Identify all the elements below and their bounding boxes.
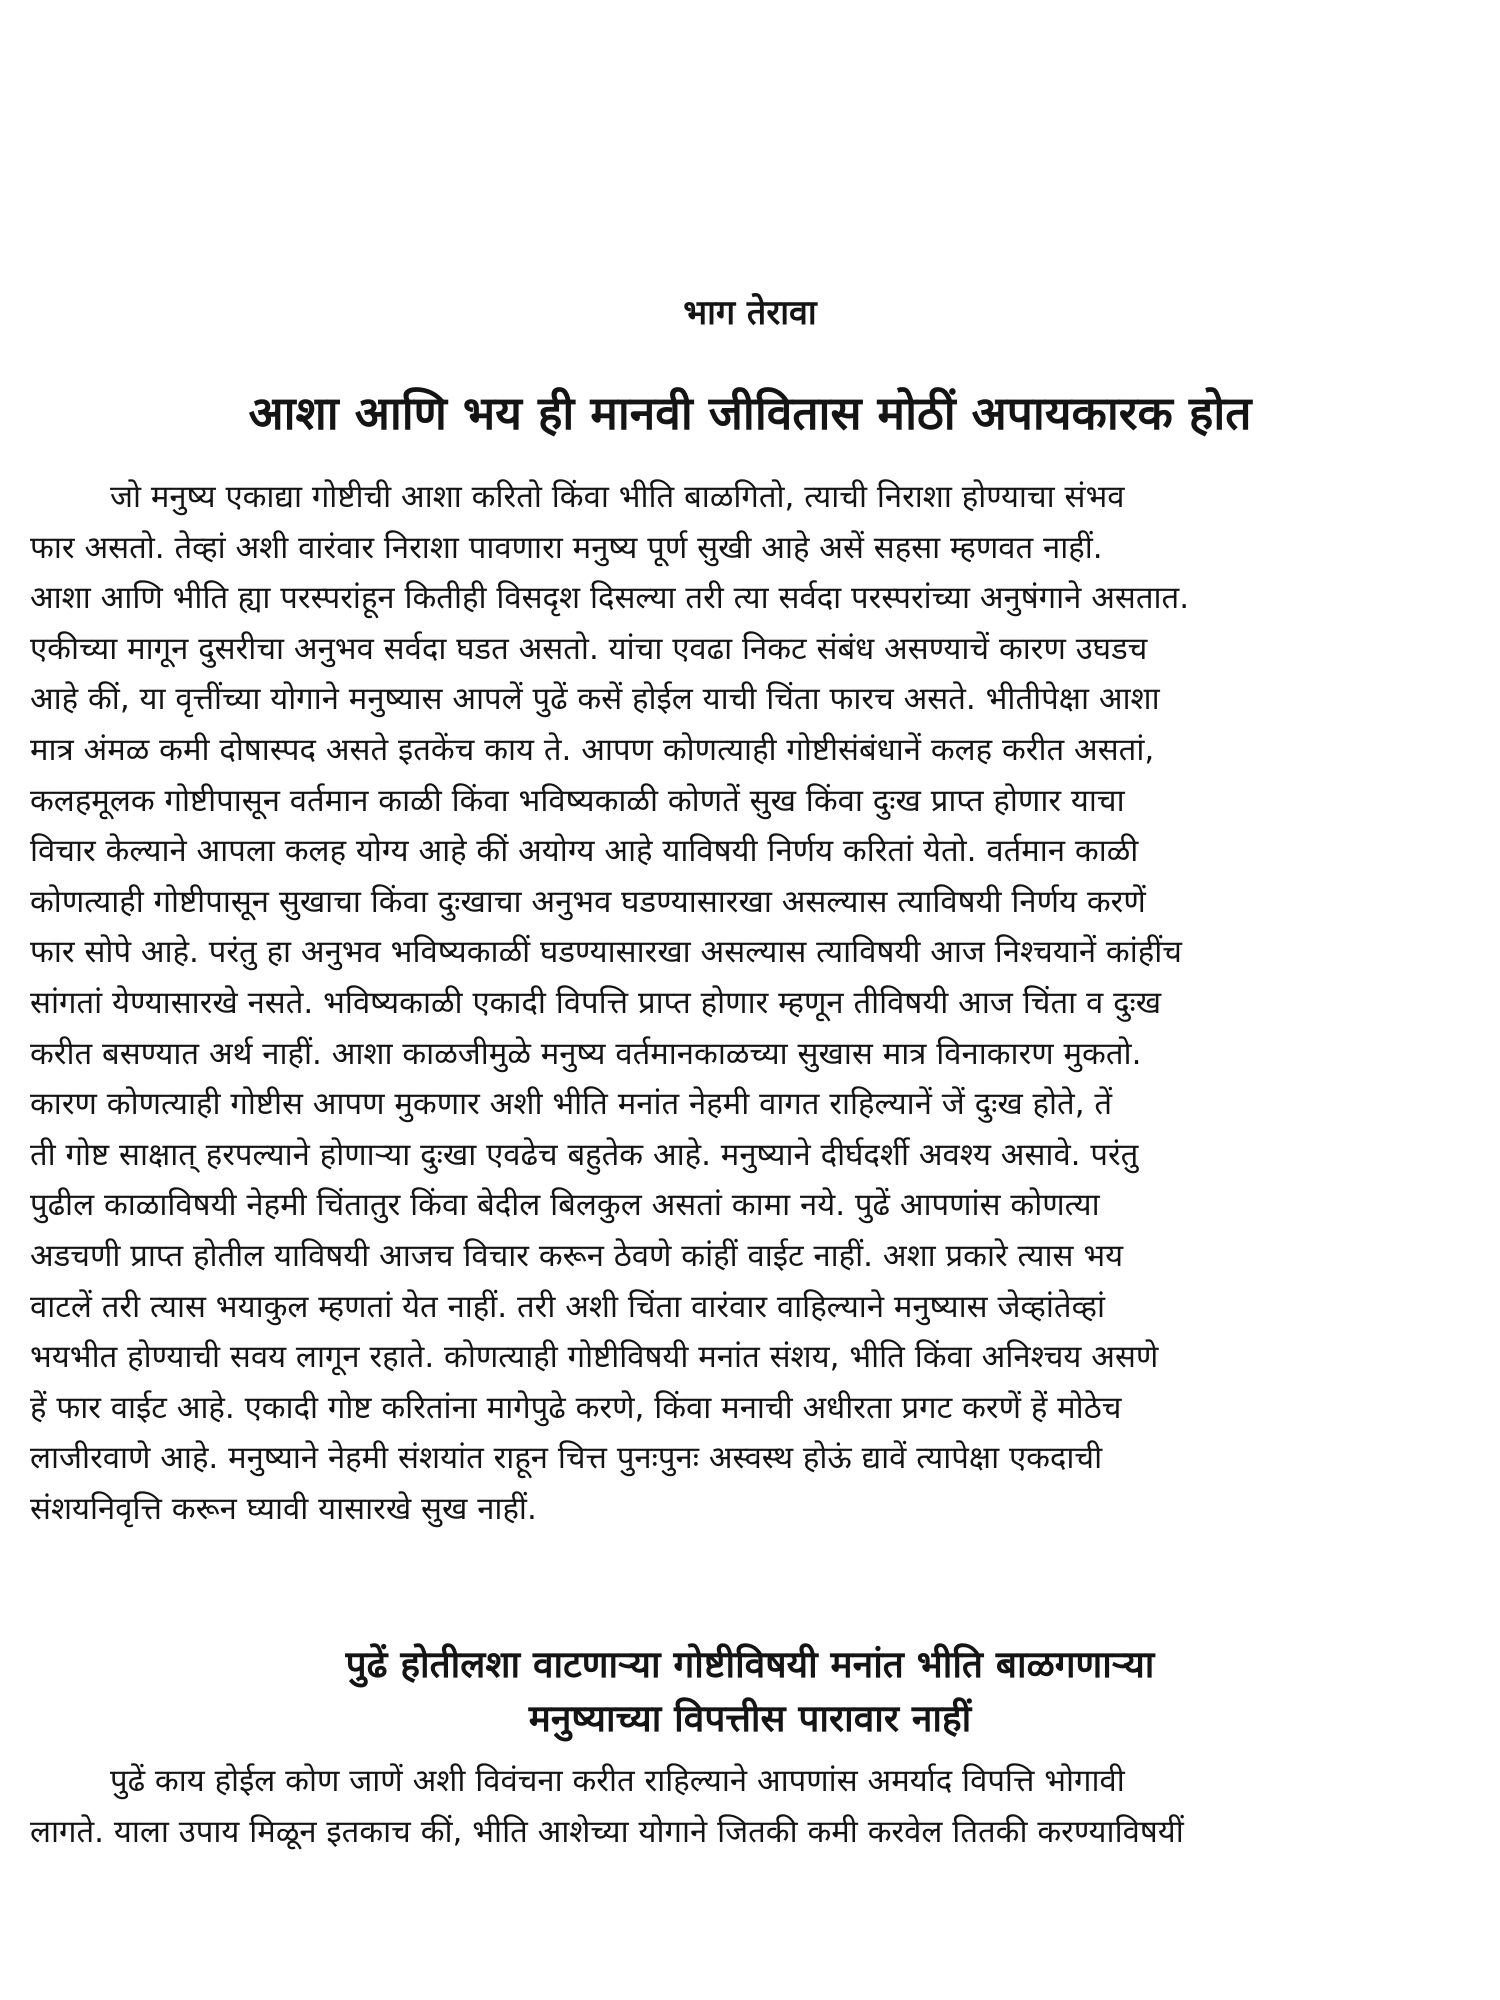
paragraph-line: लागते. याला उपाय मिळून इतकाच कीं, भीति आशेच्या योगाने जितकी कमी करवेल तितकी करण्याविषयीं [30, 1813, 1184, 1850]
body-paragraph-1 [30, 472, 1490, 1534]
paragraph-line: एकीच्या मागून दुसरीचा अनुभव सर्वदा घडत असतो. यांचा एवढा निकट संबंध असण्याचें कारण उघडच [30, 630, 1148, 667]
paragraph-line: पुढें काय होईल कोण जाणें अशी विवंचना करीत राहिल्याने आपणांस अमर्याद विपत्ति भोगावी [110, 1763, 1125, 1799]
paragraph-line: भयभीत होण्याची सवय लागून रहाते. कोणत्याही गोष्टीविषयी मनांत संशय, भीति किंवा अनिश्चय असणे [30, 1339, 1159, 1376]
paragraph-line: आहे कीं, या वृत्तींच्या योगाने मनुष्यास आपलें पुढें कसें होईल याची चिंता फारच असते. भीतीपेक्षा आशा [30, 681, 1160, 718]
paragraph-line: ती गोष्ट साक्षात् हरपल्याने होणाऱ्या दुःखा एवढेच बहुतेक आहे. मनुष्याने दीर्घदर्शी अवश्य असावे. परंतु [30, 1136, 1139, 1173]
part-label: भाग तेरावा [683, 293, 817, 333]
paragraph-line: लाजीरवाणे आहे. मनुष्याने नेहमी संशयांत राहून चित्त पुनःपुनः अस्वस्थ होऊं द्यावें त्यापेक्षा एकदाची [30, 1440, 1103, 1477]
paragraph-line: करीत बसण्यात अर्थ नाहीं. आशा काळजीमुळे मनुष्य वर्तमानकाळच्या सुखास मात्र विनाकारण मुकतो. [30, 1035, 1142, 1072]
paragraph-line: आशा आणि भीति ह्या परस्परांहून कितीही विसदृश दिसल्या तरी त्या सर्वदा परस्परांच्या अनुषंगाने असतात. [30, 580, 1190, 617]
section-heading [60, 1638, 1440, 1746]
paragraph-line: मात्र अंमळ कमी दोषास्पद असते इतकेंच काय ते. आपण कोणत्याही गोष्टीसंबंधानें कलह करीत असतां, [30, 731, 1155, 768]
body-paragraph-2 [30, 1756, 1490, 1857]
paragraph-line: अडचणी प्राप्त होतील याविषयी आजच विचार करून ठेवणे कांहीं वाईट नाहीं. अशा प्रकारे त्यास भय [30, 1237, 1124, 1274]
paragraph-line: फार सोपे आहे. परंतु हा अनुभव भविष्यकाळीं घडण्यासारखा असल्यास त्याविषयी आज निश्चयानें कांहींच [30, 934, 1182, 971]
chapter-title: आशा आणि भय ही मानवी जीवितास मोठीं अपायकारक होत [248, 386, 1252, 440]
paragraph-line: वाटलें तरी त्यास भयाकुल म्हणतां येत नाहीं. तरी अशी चिंता वारंवार वाहिल्याने मनुष्यास जेव्हांतेव्हां [30, 1288, 1106, 1325]
paragraph-line: विचार केल्याने आपला कलह योग्य आहे कीं अयोग्य आहे याविषयी निर्णय करितां येतो. वर्तमान काळी [30, 833, 1139, 870]
section-heading-line: पुढें होतीलशा वाटणाऱ्या गोष्टीविषयी मनांत भीति बाळगणाऱ्या [345, 1643, 1155, 1686]
section-heading-line: मनुष्याच्या विपत्तीस पारावार नाहीं [528, 1697, 972, 1740]
paragraph-line: फार असतो. तेव्हां अशी वारंवार निराशा पावणारा मनुष्य पूर्ण सुखी आहे असें सहसा म्हणवत नाहीं. [30, 529, 1103, 566]
paragraph-line: जो मनुष्य एकाद्या गोष्टीची आशा करितो किंवा भीति बाळगितो, त्याची निराशा होण्याचा संभव [110, 479, 1125, 515]
paragraph-line: संशयनिवृत्ति करून घ्यावी यासारखे सुख नाहीं. [30, 1490, 537, 1527]
paragraph-line: हें फार वाईट आहे. एकादी गोष्ट करितांना मागेपुढे करणे, किंवा मनाची अधीरता प्रगट करणें हें मोठेच [30, 1389, 1122, 1426]
paragraph-line: सांगतां येण्यासारखे नसते. भविष्यकाळी एकादी विपत्ति प्राप्त होणार म्हणून तीविषयी आज चिंता व दुःख [30, 984, 1162, 1021]
paragraph-line: पुढील काळाविषयी नेहमी चिंतातुर किंवा बेदील बिलकुल असतां कामा नये. पुढें आपणांस कोणत्या [30, 1187, 1100, 1224]
paragraph-line: कारण कोणत्याही गोष्टीस आपण मुकणार अशी भीति मनांत नेहमी वागत राहिल्यानें जें दुःख होते, तें [30, 1086, 1113, 1123]
paragraph-line: कोणत्याही गोष्टीपासून सुखाचा किंवा दुःखाचा अनुभव घडण्यासारखा असल्यास त्याविषयी निर्णय करणें [30, 883, 1146, 920]
paragraph-line: कलहमूलक गोष्टीपासून वर्तमान काळी किंवा भविष्यकाळी कोणतें सुख किंवा दुःख प्राप्त होणार याचा [30, 782, 1125, 819]
